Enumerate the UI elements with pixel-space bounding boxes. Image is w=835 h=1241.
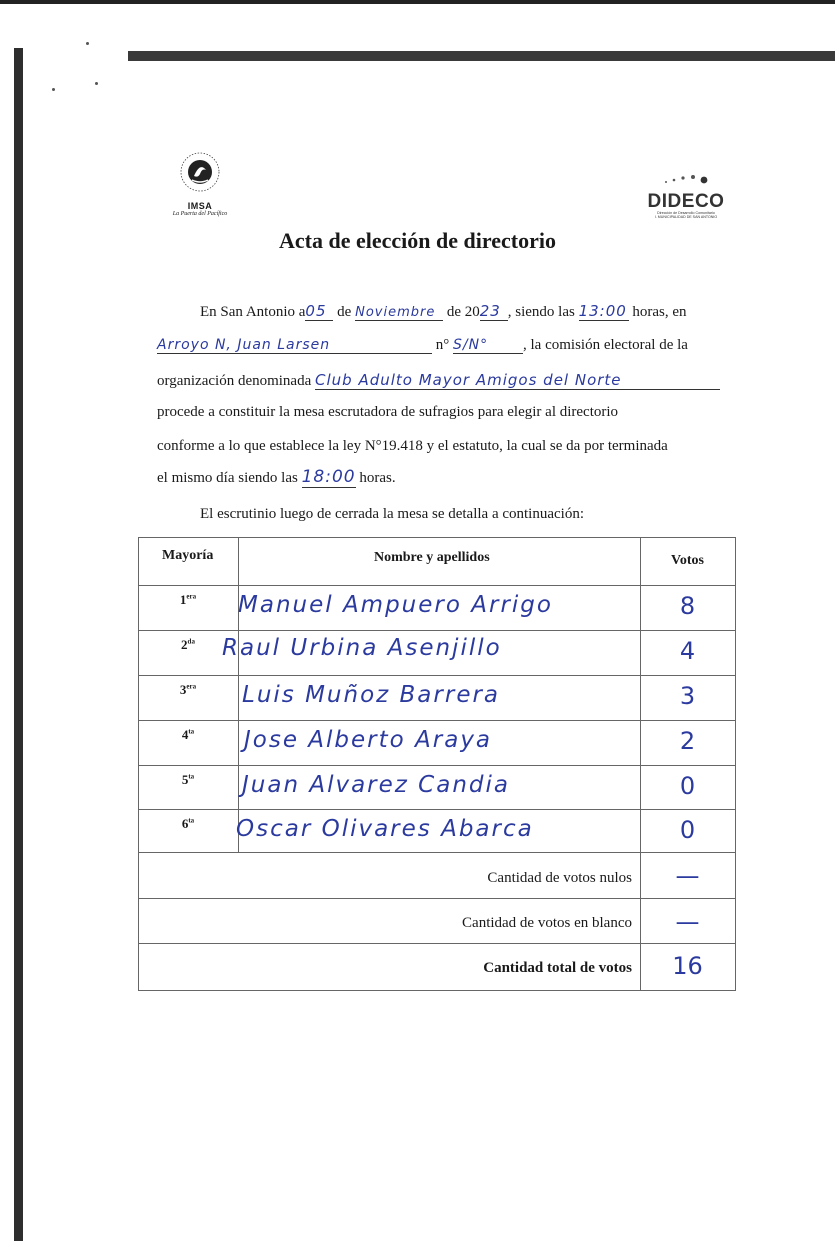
rank-cell: $5^{ta}$ [181, 772, 195, 787]
header-votes: Votos [671, 553, 704, 568]
row-divider [138, 720, 736, 721]
handwritten-address: Arroyo N, Juan Larsen [157, 337, 432, 354]
scan-left-edge [14, 48, 23, 1241]
scan-speck [86, 42, 89, 45]
rank-cell: $1^{era}$ [179, 592, 197, 607]
text-segment: , siendo las [507, 304, 575, 320]
row-divider [138, 943, 736, 944]
row-divider [138, 630, 736, 631]
row-divider [138, 898, 736, 899]
scan-speck [52, 88, 55, 91]
paragraph-line-5: conforme a lo que establece la ley N°19.418 y el estatuto, la cual se da por terminada [157, 438, 668, 454]
imsa-emblem-icon [174, 150, 226, 198]
handwritten-day: 05 [305, 302, 333, 321]
rank-cell: $6^{ta}$ [181, 816, 195, 831]
candidate-name: Raul Urbina Asenjillo [222, 635, 502, 661]
paragraph-line-7: El escrutinio luego de cerrada la mesa se detalla a continuación: [200, 506, 585, 522]
candidate-name: Luis Muñoz Barrera [242, 682, 501, 708]
candidate-name: Oscar Olivares Abarca [236, 816, 534, 842]
text-segment: el mismo día siendo las [157, 470, 298, 486]
text-segment: de [337, 304, 352, 320]
blank-votes-label: Cantidad de votos en blanco [462, 915, 632, 931]
scan-top-edge [0, 0, 835, 4]
total-votes-label: Cantidad total de votos [483, 960, 632, 976]
paragraph-line-1 [200, 302, 687, 321]
text-segment: n° [435, 337, 450, 353]
text-segment: de 20 [446, 304, 480, 320]
header-name: Nombre y apellidos [374, 550, 490, 565]
dideco-subtitle: Dirección de Desarrollo Comunitario [657, 211, 715, 215]
imsa-logo [160, 150, 240, 222]
table-border-bottom [138, 990, 736, 991]
text-segment: , la comisión electoral de la [523, 337, 688, 353]
total-votes-value: 16 [672, 952, 703, 980]
vote-count: 4 [679, 637, 696, 665]
text-segment: En San Antonio a [200, 304, 306, 320]
candidate-name: Juan Alvarez Candia [242, 772, 510, 798]
handwritten-number: S/N° [453, 337, 523, 354]
row-divider [138, 809, 736, 810]
scan-top-line [128, 51, 835, 61]
dideco-dots-icon [656, 168, 716, 188]
table-border-right [735, 537, 736, 991]
null-votes-value: — [675, 862, 700, 890]
results-table [138, 531, 736, 991]
paragraph-line-2 [157, 337, 688, 354]
paragraph-line-3 [157, 371, 720, 390]
candidate-name: Jose Alberto Araya [244, 727, 493, 753]
row-divider [138, 675, 736, 676]
header-rank: Mayoría [162, 548, 214, 563]
text-segment: organización denominada [157, 373, 312, 389]
paragraph-line-4: procede a constituir la mesa escrutadora de sufragios para elegir al directorio [157, 404, 619, 420]
rank-cell: $3^{era}$ [179, 682, 197, 697]
rank-cell: $4^{ta}$ [181, 727, 195, 742]
handwritten-month: Noviembre [355, 305, 443, 321]
text-segment: horas. [359, 470, 396, 486]
handwritten-start-hour: 13:00 [578, 302, 627, 320]
handwritten-end-hour: 18:00 [301, 467, 356, 487]
vote-count: 8 [679, 592, 696, 620]
imsa-name: IMSA [187, 201, 213, 211]
scan-speck [95, 82, 98, 85]
blank-votes-value: — [675, 908, 700, 936]
candidate-name: Manuel Ampuero Arrigo [238, 592, 553, 618]
vote-count: 0 [679, 816, 696, 844]
handwritten-year: 23 [480, 302, 508, 321]
document-title: Acta de elección de directorio [279, 228, 556, 253]
dideco-name: DIDECO [647, 191, 725, 212]
text-segment: horas, en [632, 304, 687, 320]
dideco-logo [636, 168, 736, 228]
handwritten-organization: Club Adulto Mayor Amigos del Norte [315, 371, 720, 390]
null-votes-label: Cantidad de votos nulos [487, 870, 632, 886]
row-divider [138, 765, 736, 766]
row-divider [138, 585, 736, 586]
paragraph-line-6 [157, 467, 396, 488]
imsa-tagline: La Puerta del Pacífico [172, 211, 228, 217]
vote-count: 2 [679, 727, 696, 755]
table-border-top [138, 537, 736, 538]
rank-cell: $2^{da}$ [181, 637, 195, 652]
vote-count: 0 [679, 772, 696, 800]
dideco-subtitle-2: I. MUNICIPALIDAD DE SAN ANTONIO [654, 215, 718, 219]
row-divider [138, 852, 736, 853]
vote-count: 3 [679, 682, 696, 710]
